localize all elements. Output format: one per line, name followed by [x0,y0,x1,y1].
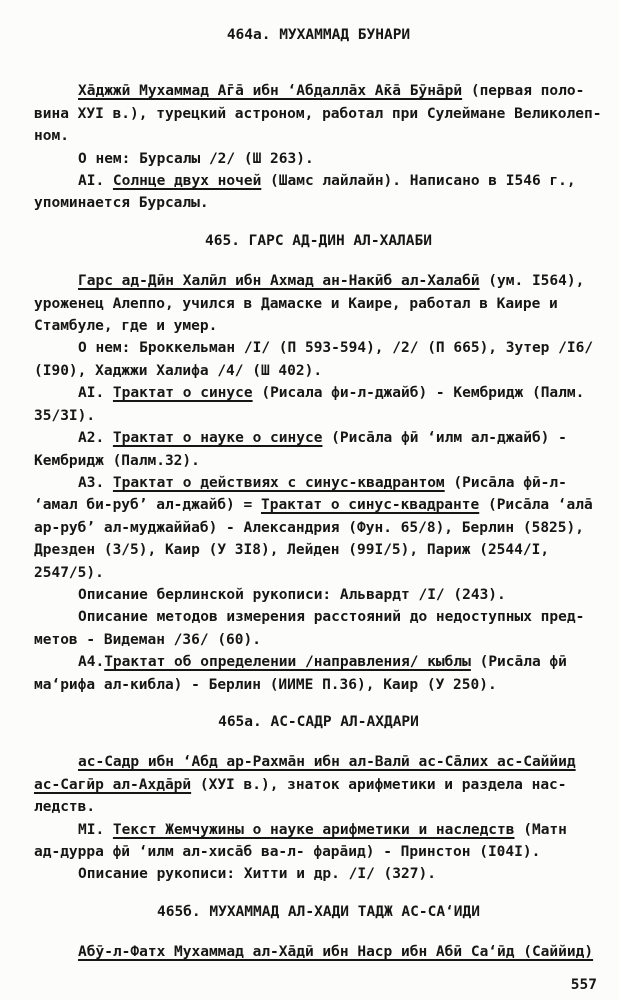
text-line [34,125,603,147]
text-line [34,796,603,818]
page-content [34,24,603,964]
text-line [34,472,603,494]
text-segment: (Риса̄ла ‘ала̄ [479,497,593,514]
page-number: 557 [570,976,597,993]
text-line [34,651,603,673]
underlined-phrase: ас-Садр ибн ‘Абд ар-Рахма̄н ибн ал-Валӣ ас-Са̄лих ас-Саййид [78,754,576,771]
text-line [34,774,603,796]
text-line [34,539,603,561]
text-segment: АI. [78,173,113,190]
underlined-phrase: Ха̄джжӣ Мухаммад А̄га̄ ибн ‘Абдалла̄х А̄ка̄ Бӯна̄рӣ [78,83,463,100]
text-segment: уроженец Алеппо, учился в Дамаске и Каире, работал в Каире и [34,295,558,312]
text-segment: (Матн [514,821,567,838]
text-segment: А2. [78,430,113,447]
text-segment: (Рисала фи-л-джайб) - Кембридж (Палм. [252,385,585,402]
underlined-phrase: Трактат о науке о синусе [112,430,323,447]
text-line [34,494,603,516]
text-segment: Описание рукописи: Хитти и др. /I/ (327). [78,866,436,883]
text-line [34,517,603,539]
text-segment: О нем: Броккельман /I/ (П 593-594), /2/ (П 665), Зутер /I6/ [78,340,594,357]
text-line [34,562,603,584]
text-segment: ном. [34,128,69,145]
text-line [34,192,603,214]
text-line [34,337,603,359]
text-line [34,863,603,885]
text-segment: Стамбуле, где и умер. [34,318,218,335]
text-segment: (ум. I564), [479,273,585,290]
text-segment: (I90), Хаджжи Халифа /4/ (Ш 402). [34,362,323,379]
text-segment: Кембридж (Палм.32). [34,452,200,469]
underlined-phrase: Трактат о синусе [112,385,253,402]
text-line [34,941,603,963]
text-segment: О нем: Бурсалы /2/ (Ш 263). [78,150,314,167]
underlined-phrase: ас-Сагӣр ал-Ахда̄рӣ [34,776,192,793]
text-line [34,450,603,472]
text-segment: Описание берлинской рукописи: Альвардт /I/ (243). [78,586,506,603]
text-segment: (Шамс лайлайн). Написано в I546 г., [261,173,576,190]
underlined-phrase: Текст Жемчужины о науке арифметики и наследств [112,821,515,838]
text-segment: А4. [78,654,105,671]
underlined-phrase: Гарс ад-Дӣн Халӣл ибн Ахмад ан-Накӣб ал-Халабӣ [78,273,480,290]
text-segment: Дрезден (3/5), Каир (У 3I8), Лейден (99I/5), Париж (2544/I, [34,542,550,559]
text-segment: ма‘рифа ал-кибла) - Берлин (ИИМЕ П.36), Каир (У 250). [34,676,497,693]
section-heading: 465. ГАРС АД-ДИН АЛ-ХАЛАБИ [205,232,432,249]
text-segment: упоминается Бурсалы. [34,195,209,212]
text-segment: (Риса̄ла фӣ ‘илм ал-джайб) - [322,430,567,447]
text-line [34,382,603,404]
text-line [34,270,603,292]
text-line [34,629,603,651]
underlined-phrase: Трактат о действиях с синус-квадрантом [112,474,445,491]
text-segment: (Риса̄ла фӣ [470,654,567,671]
text-segment: МI. [78,821,113,838]
text-segment: (первая поло- [462,83,585,100]
text-segment: ар-руб’ ал-муджаййаб) - Александрия (Фун. 65/8), Берлин (5825), [34,519,584,536]
text-segment: метов - Видеман /36/ (60). [34,631,261,648]
underlined-phrase: Абӯ-л-Фатх Мухаммад ал-Ха̄дӣ ибн Наср ибн Абӣ Са‘ӣд (Саййид) [78,944,594,961]
text-segment: вина ХУI в.), турецкий астроном, работал при Сулеймане Великолеп- [34,105,602,122]
text-segment: Описание методов измерения расстояний до недоступных пред- [78,609,585,626]
text-segment: А3. [78,474,113,491]
text-segment: ад-дурра фӣ ‘илм ал-хиса̄б ва-л- фара̄ид) - Принстон (I04I). [34,844,541,860]
text-line [34,293,603,315]
text-line [34,841,603,863]
text-segment: ‘амал би-руб’ ал-джайб) = [34,497,261,514]
text-line [34,148,603,170]
text-segment: АI. [78,385,113,402]
underlined-phrase: Солнце двух ночей [112,173,262,190]
text-segment: ледств. [34,799,96,816]
text-line [34,427,603,449]
text-segment: (ХУI в.), знаток арифметики и раздела нас- [191,776,567,793]
text-line [34,405,603,427]
underlined-phrase: Трактат об определении /направления/ кыблы [104,654,471,671]
text-segment: 2547/5). [34,564,104,581]
text-segment: 35/3I). [34,407,96,424]
text-line [34,315,603,337]
text-line [34,584,603,606]
text-line [34,170,603,192]
text-line [34,674,603,696]
text-line [34,80,603,102]
section-heading: 464а. МУХАММАД БУНАРИ [226,27,411,43]
text-line [34,751,603,773]
text-segment: (Риса̄ла фӣ-л- [444,474,567,491]
section-heading: 465а. АС-САДР АЛ-АХДАРИ [218,713,419,730]
text-line [34,606,603,628]
underlined-phrase: Трактат о синус-квадранте [260,497,480,514]
section-heading: 465б. МУХАММАД АЛ-ХАДИ ТАДЖ АС-СА‘ИДИ [156,903,480,920]
text-line [34,103,603,125]
text-line [34,819,603,841]
text-line [34,360,603,382]
